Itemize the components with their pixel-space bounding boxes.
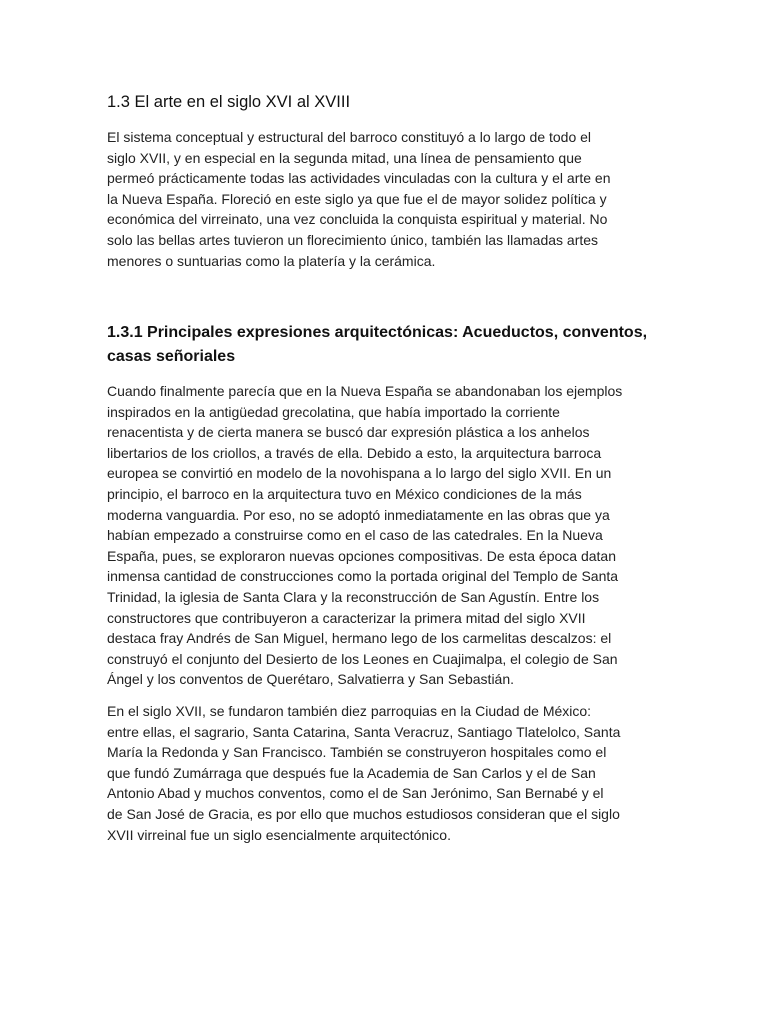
paragraph-line: la Nueva España. Floreció en este siglo ya que fue el de mayor solidez política y (107, 190, 607, 207)
paragraph-line: renacentista y de cierta manera se buscó dar expresión plástica a los anhelos (107, 424, 590, 441)
paragraph-line: menores o suntuarias como la platería y la cerámica. (107, 252, 436, 269)
paragraph-line: El sistema conceptual y estructural del barroco constituyó a lo largo de todo el (107, 129, 592, 145)
paragraph-line: XVII virreinal fue un siglo esencialmente arquitectónico. (107, 826, 451, 843)
paragraph-line: entre ellas, el sagrario, Santa Catarina, Santa Veracruz, Santiago Tlatelolco, Santa (107, 723, 621, 740)
paragraph-line: europea se convirtió en modelo de la novohispana a lo largo del siglo XVII. En un (107, 465, 612, 482)
paragraph-line: inmensa cantidad de construcciones como la portada original del Templo de Santa (107, 568, 619, 585)
paragraph-line: solo las bellas artes tuvieron un florecimiento único, también las llamadas artes (107, 231, 599, 248)
paragraph-line: construyó el conjunto del Desierto de los Leones en Cuajimalpa, el colegio de San (107, 650, 618, 667)
paragraph-line: Ángel y los conventos de Querétaro, Salvatierra y San Sebastián. (107, 671, 515, 688)
title-line: casas señoriales (107, 348, 236, 365)
paragraph-line: inspirados en la antigüedad grecolatina, que había importado la corriente (107, 403, 560, 420)
title-line: 1.3.1 Principales expresiones arquitectónicas: Acueductos, conventos, (107, 324, 648, 341)
section-title: 1.3 El arte en el siglo XVI al XVIII (107, 93, 351, 111)
paragraph-line: María la Redonda y San Francisco. También se construyeron hospitales como el (107, 744, 607, 761)
paragraph-line: libertarios de los criollos, a través de ella. Debido a esto, la arquitectura barroca (107, 444, 602, 461)
paragraph-line: de San José de Gracia, es por ello que muchos estudiosos consideran que el siglo (107, 805, 620, 822)
section-paragraph (107, 127, 663, 271)
paragraph-line: principio, el barroco en la arquitectura tuvo en México condiciones de la más (107, 485, 582, 502)
subsection-paragraph (107, 701, 663, 845)
paragraph-line: España, pues, se exploraron nuevas opciones compositivas. De esta época datan (107, 547, 616, 564)
paragraph-line: constructores que contribuyeron a caracterizar la primera mitad del siglo XVII (107, 609, 586, 626)
paragraph-line: que fundó Zumárraga que después fue la Academia de San Carlos y el de San (107, 764, 596, 781)
paragraph-line: permeó prácticamente todas las actividades vinculadas con la cultura y el arte en (107, 170, 611, 187)
paragraph-line: habían empezado a construirse como en el caso de las catedrales. En la Nueva (107, 527, 603, 544)
paragraph-line: Antonio Abad y muchos conventos, como el de San Jerónimo, San Bernabé y el (107, 785, 604, 802)
paragraph-line: siglo XVII, y en especial en la segunda mitad, una línea de pensamiento que (107, 149, 582, 166)
subsection-title (107, 321, 663, 369)
paragraph-line: económica del virreinato, una vez concluida la conquista espiritual y material. No (107, 211, 608, 228)
paragraph-line: moderna vanguardia. Por eso, no se adoptó inmediatamente en las obras que ya (107, 506, 610, 523)
paragraph-line: En el siglo XVII, se fundaron también diez parroquias en la Ciudad de México: (107, 703, 592, 719)
paragraph-line: Trinidad, la iglesia de Santa Clara y la reconstrucción de San Agustín. Entre los (107, 588, 600, 605)
paragraph-line: destaca fray Andrés de San Miguel, hermano lego de los carmelitas descalzos: el (107, 630, 612, 647)
subsection-paragraph (107, 381, 663, 690)
paragraph-line: Cuando finalmente parecía que en la Nueva España se abandonaban los ejemplos (107, 383, 623, 399)
